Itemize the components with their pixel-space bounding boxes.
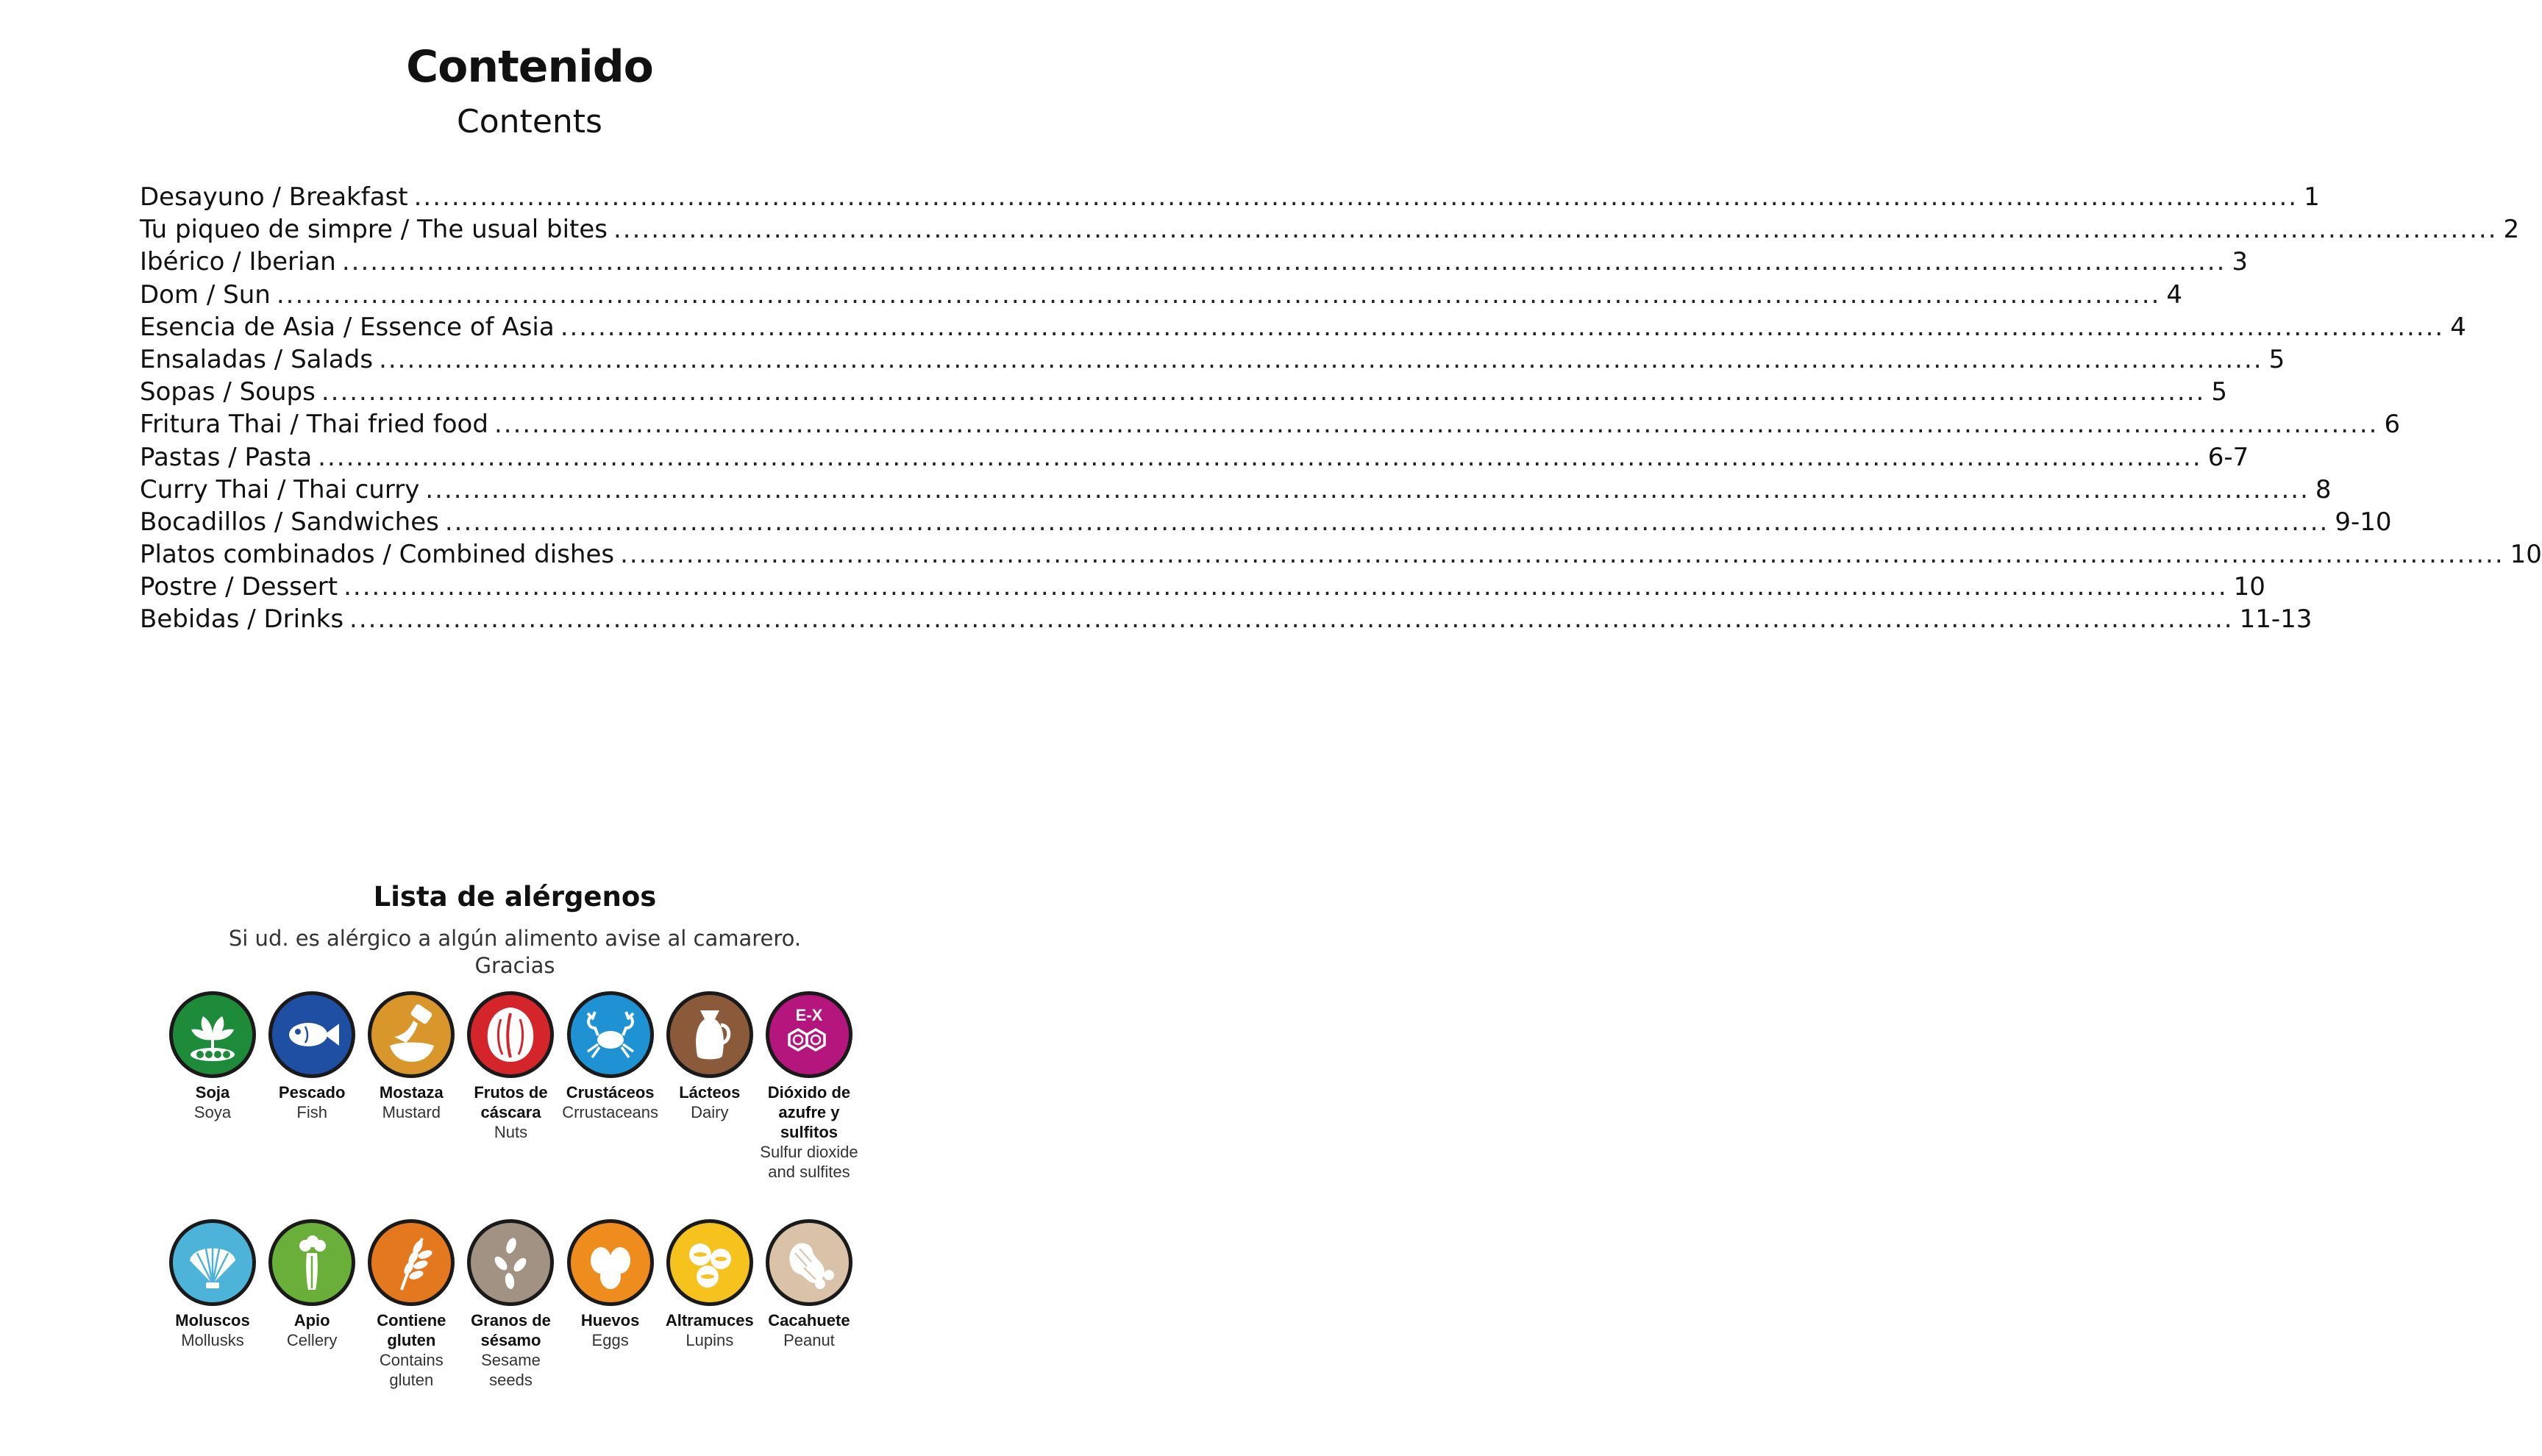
- toc-entry-label: Ensaladas / Salads: [140, 344, 374, 374]
- toc-dot-leader: ........................................................................................................................................................................................................: [276, 279, 2161, 310]
- allergen-name-es: Crustáceos: [566, 1083, 655, 1102]
- allergen-item: [561, 1219, 660, 1390]
- allergen-name-en: Lupins: [686, 1331, 734, 1349]
- allergen-name-en: Sesame seeds: [481, 1351, 541, 1389]
- toc-entry-page: 3: [2232, 247, 2249, 277]
- allergen-name-en: Cellery: [286, 1331, 338, 1349]
- toc-entry-label: Platos combinados / Combined dishes: [140, 540, 615, 570]
- toc-entry-label: Esencia de Asia / Essence of Asia: [140, 312, 555, 342]
- toc-entry: [140, 376, 2227, 408]
- toc-entry-page: 10: [2233, 572, 2265, 602]
- contents-subtitle: Contents: [457, 103, 602, 140]
- allergen-name-es: Lácteos: [679, 1083, 741, 1102]
- toc-dot-leader: ........................................................................................................................................................................................................: [613, 215, 2498, 245]
- toc-entry: [140, 441, 2249, 474]
- toc-dot-leader: ........................................................................................................................................................................................................: [425, 474, 2310, 504]
- toc-entry: [140, 213, 2520, 246]
- eggs-icon: [567, 1219, 654, 1306]
- nuts-icon: [467, 991, 554, 1078]
- allergen-name-es: Huevos: [580, 1311, 640, 1330]
- toc-entry-label: Bebidas / Drinks: [140, 604, 344, 635]
- allergen-item: [661, 991, 759, 1182]
- allergen-name-es: Contiene gluten: [377, 1311, 446, 1349]
- allergen-item: [461, 1219, 560, 1390]
- allergen-item: [760, 991, 858, 1182]
- allergen-name-es: Dióxido de azufre y sulfitos: [767, 1083, 851, 1141]
- allergen-name-es: Moluscos: [175, 1311, 250, 1330]
- allergen-item: [263, 1219, 361, 1390]
- toc-entry-page: 9-10: [2335, 507, 2392, 537]
- toc-entry-label: Fritura Thai / Thai fried food: [140, 410, 488, 440]
- fish-icon: [268, 991, 355, 1078]
- sulfite-molecule-icon: [766, 991, 852, 1078]
- toc-entry-page: 6-7: [2207, 442, 2249, 472]
- allergen-item: [263, 991, 361, 1182]
- toc-dot-leader: ........................................................................................................................................................................................................: [444, 507, 2329, 537]
- allergen-item: [163, 991, 262, 1182]
- toc-entry: [140, 571, 2265, 603]
- toc-dot-leader: ........................................................................................................................................................................................................: [321, 377, 2206, 407]
- allergen-name-en: Eggs: [591, 1331, 629, 1349]
- toc-dot-leader: ........................................................................................................................................................................................................: [379, 344, 2263, 374]
- sesame-icon: [467, 1219, 554, 1306]
- allergen-item: [461, 991, 560, 1182]
- shell-icon: [169, 1219, 256, 1306]
- allergen-name-en: Nuts: [494, 1123, 528, 1141]
- toc-entry-label: Pastas / Pasta: [140, 442, 313, 472]
- toc-entry-label: Desayuno / Breakfast: [140, 182, 408, 212]
- toc-dot-leader: ........................................................................................................................................................................................................: [413, 182, 2299, 212]
- toc-dot-leader: ........................................................................................................................................................................................................: [341, 247, 2226, 277]
- toc-entry: [140, 538, 2542, 571]
- toc-entry-page: 8: [2315, 474, 2332, 504]
- toc-entry-page: 5: [2268, 344, 2285, 374]
- allergen-name-es: Soja: [195, 1083, 230, 1102]
- allergen-name-es: Pescado: [278, 1083, 346, 1102]
- toc-entry-page: 4: [2450, 312, 2466, 342]
- toc-dot-leader: ........................................................................................................................................................................................................: [560, 312, 2445, 342]
- allergen-name-en: Peanut: [783, 1331, 835, 1349]
- lupins-icon: [666, 1219, 753, 1306]
- toc-entry-page: 11-13: [2239, 604, 2313, 635]
- allergen-item: [163, 1219, 262, 1390]
- allergens-row-2: [163, 1219, 858, 1390]
- allergen-item: [661, 1219, 759, 1390]
- allergens-title: Lista de alérgenos: [373, 881, 657, 913]
- allergen-name-en: Dairy: [691, 1103, 729, 1121]
- allergen-name-es: Frutos de cáscara: [474, 1083, 548, 1121]
- toc-entry-page: 5: [2211, 377, 2227, 407]
- allergen-name-en: Crrustaceans: [562, 1103, 659, 1121]
- allergen-name-es: Cacahuete: [768, 1311, 850, 1330]
- toc-entry-label: Curry Thai / Thai curry: [140, 474, 420, 504]
- allergen-name-en: Sulfur dioxide and sulfites: [760, 1143, 858, 1181]
- toc-dot-leader: ........................................................................................................................................................................................................: [494, 410, 2379, 440]
- toc-entry-page: 4: [2166, 279, 2183, 310]
- soy-icon: [169, 991, 256, 1078]
- dairy-jug-icon: [666, 991, 753, 1078]
- mustard-icon: [368, 991, 455, 1078]
- allergen-name-en: Soya: [193, 1103, 232, 1121]
- allergen-item: [362, 991, 460, 1182]
- toc-entry-page: 10: [2510, 540, 2542, 570]
- toc-entry: [140, 279, 2183, 311]
- svg-text:E-X: E-X: [795, 1006, 823, 1024]
- peanut-icon: [766, 1219, 852, 1306]
- contents-title: Contenido: [406, 41, 653, 93]
- toc-entry: [140, 343, 2285, 376]
- allergen-name-en: Contains gluten: [379, 1351, 444, 1389]
- allergen-item: [760, 1219, 858, 1390]
- toc-entry: [140, 311, 2466, 343]
- allergens-row-1: [163, 991, 858, 1182]
- table-of-contents: [140, 181, 2542, 636]
- toc-entry: [140, 506, 2392, 538]
- toc-entry: [140, 408, 2401, 440]
- toc-entry-label: Ibérico / Iberian: [140, 247, 336, 277]
- toc-dot-leader: ........................................................................................................................................................................................................: [343, 572, 2228, 602]
- toc-dot-leader: ........................................................................................................................................................................................................: [620, 540, 2504, 570]
- allergen-name-es: Apio: [293, 1311, 330, 1330]
- toc-entry-page: 6: [2384, 410, 2401, 440]
- toc-entry-label: Tu piqueo de simpre / The usual bites: [140, 215, 608, 245]
- allergen-name-es: Altramuces: [665, 1311, 754, 1330]
- toc-entry-label: Bocadillos / Sandwiches: [140, 507, 439, 537]
- toc-dot-leader: ........................................................................................................................................................................................................: [349, 604, 2234, 635]
- allergen-item: [362, 1219, 460, 1390]
- allergen-name-es: Mostaza: [379, 1083, 444, 1102]
- allergens-note: Si ud. es alérgico a algún alimento avise al camarero. Gracias: [228, 926, 802, 978]
- toc-entry: [140, 603, 2313, 635]
- toc-entry-label: Postre / Dessert: [140, 572, 338, 602]
- allergen-item: [561, 991, 660, 1182]
- toc-entry: [140, 246, 2249, 278]
- toc-entry-label: Dom / Sun: [140, 279, 271, 310]
- toc-entry: [140, 474, 2332, 506]
- toc-entry-page: 2: [2503, 215, 2520, 245]
- toc-entry: [140, 181, 2320, 213]
- allergen-name-en: Mustard: [382, 1103, 441, 1121]
- crab-icon: [567, 991, 654, 1078]
- wheat-icon: [368, 1219, 455, 1306]
- toc-entry-page: 1: [2304, 182, 2320, 212]
- toc-dot-leader: ........................................................................................................................................................................................................: [318, 442, 2202, 472]
- allergen-name-es: Granos de sésamo: [471, 1311, 551, 1349]
- celery-icon: [268, 1219, 355, 1306]
- toc-entry-label: Sopas / Soups: [140, 377, 316, 407]
- allergen-name-en: Mollusks: [181, 1331, 244, 1349]
- allergen-name-en: Fish: [296, 1103, 327, 1121]
